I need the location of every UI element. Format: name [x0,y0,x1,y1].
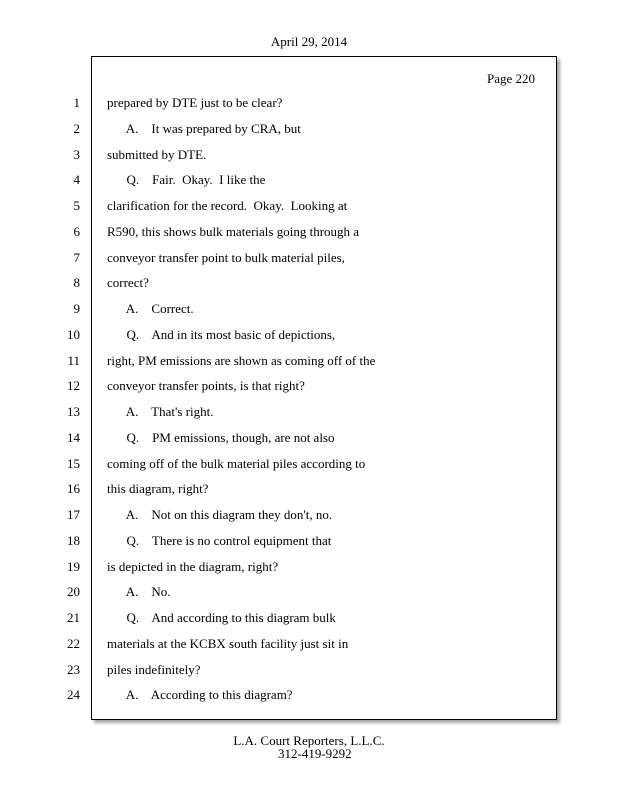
line-text: submitted by DTE. [107,147,207,162]
line-text: A. According to this diagram? [107,687,293,702]
line-number: 8 [73,275,80,290]
line-text: Q. And in its most basic of depictions, [107,327,336,342]
line-number: 11 [67,353,80,368]
line-text: conveyor transfer point to bulk material piles, [107,250,345,265]
line-text: Q. And according to this diagram bulk [107,610,336,625]
line-text: is depicted in the diagram, right? [107,559,279,574]
line-number: 18 [67,533,80,548]
line-number: 6 [73,224,80,239]
line-text: conveyor transfer points, is that right? [107,378,305,393]
footer-company: L.A. Court Reporters, L.L.C. [233,733,385,748]
line-text: materials at the KCBX south facility just sit in [107,636,349,651]
transcript-date: April 29, 2014 [270,34,348,49]
line-number: 13 [67,404,80,419]
line-text: Q. PM emissions, though, are not also [107,430,335,445]
line-number: 12 [67,378,80,393]
line-text: correct? [107,275,149,290]
line-number: 2 [73,121,80,136]
line-text: Q. Fair. Okay. I like the [107,172,266,187]
line-number: 1 [73,95,80,110]
line-number: 4 [73,172,80,187]
line-number: 24 [67,687,80,702]
line-text: A. It was prepared by CRA, but [107,121,301,136]
line-number: 21 [67,610,80,625]
line-text: right, PM emissions are shown as coming off of the [107,353,376,368]
line-text: coming off of the bulk material piles according to [107,456,366,471]
line-number: 9 [73,301,80,316]
line-number: 17 [67,507,80,522]
line-number: 10 [67,327,80,342]
line-number: 22 [67,636,80,651]
line-text: A. Correct. [107,301,194,316]
line-text: A. That's right. [107,404,214,419]
line-text: Q. There is no control equipment that [107,533,332,548]
line-number: 20 [67,584,80,599]
line-number: 19 [67,559,80,574]
line-text: A. Not on this diagram they don't, no. [107,507,333,522]
line-number: 14 [67,430,80,445]
page-number: Page 220 [486,71,535,86]
line-text: R590, this shows bulk materials going through a [107,224,360,239]
line-text: prepared by DTE just to be clear? [107,95,283,110]
line-text: A. No. [107,584,171,599]
line-number: 5 [73,198,80,213]
line-number: 15 [67,456,80,471]
line-number: 7 [73,250,80,265]
line-text: this diagram, right? [107,481,209,496]
footer-phone: 312-419-9292 [278,746,352,761]
line-number: 16 [67,481,80,496]
line-number: 3 [73,147,80,162]
line-number: 23 [67,662,80,677]
line-text: piles indefinitely? [107,662,201,677]
line-text: clarification for the record. Okay. Looking at [107,198,348,213]
